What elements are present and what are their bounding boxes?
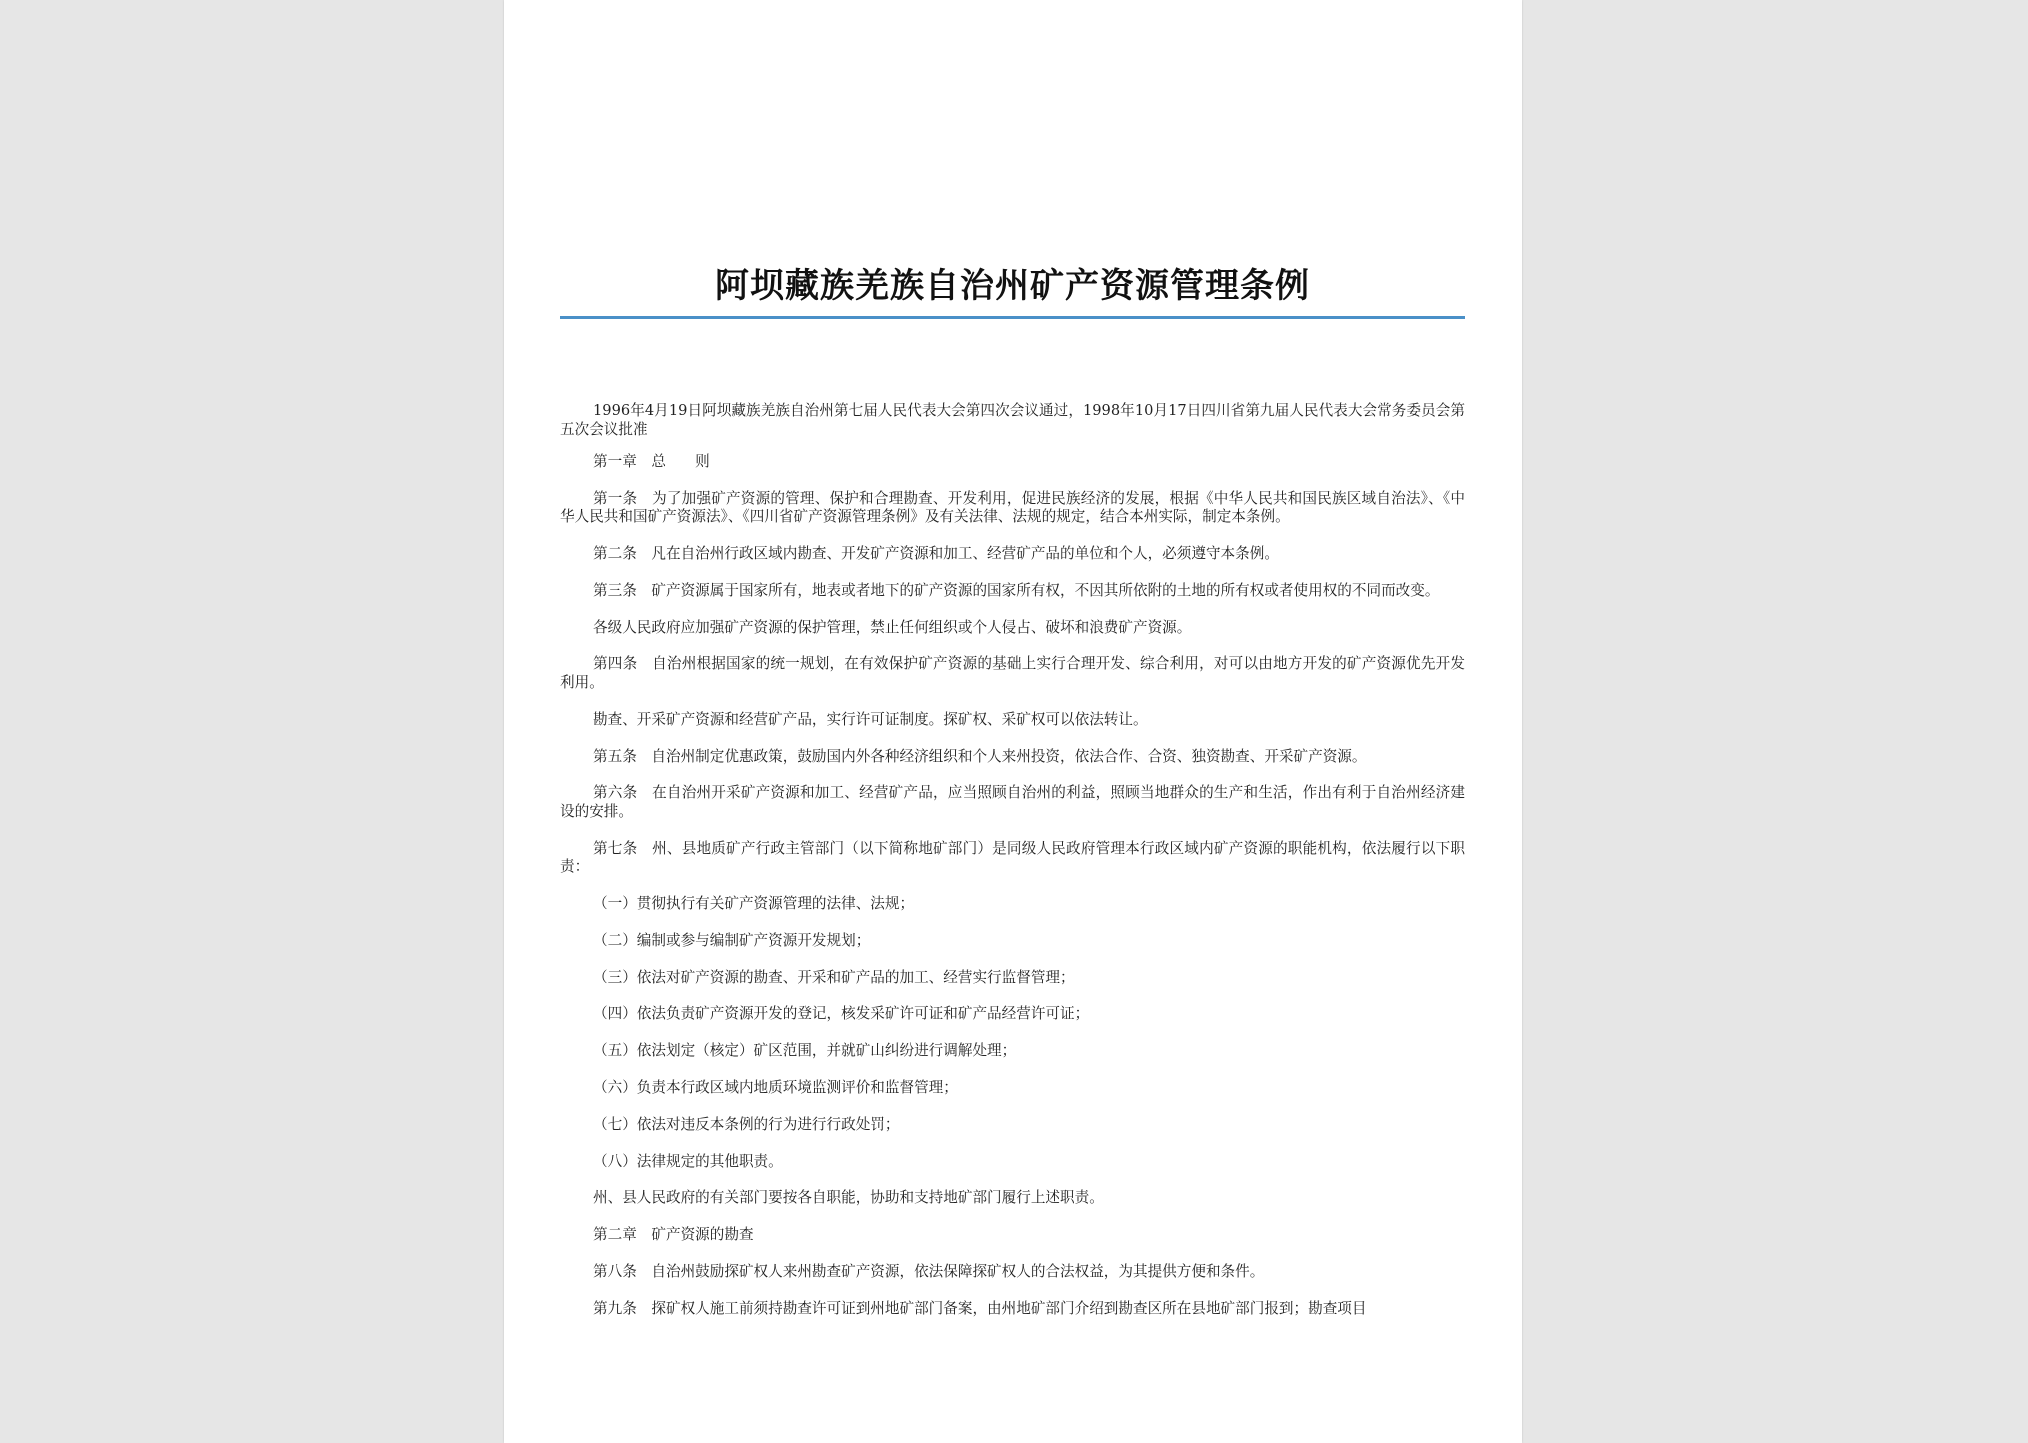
article-paragraph: 第三条 矿产资源属于国家所有，地表或者地下的矿产资源的国家所有权，不因其所依附的土地的所有权或者使用权的不同而改变。 <box>593 581 1440 599</box>
list-item: （四）依法负责矿产资源开发的登记，核发采矿许可证和矿产品经营许可证； <box>593 1005 1090 1023</box>
article-paragraph: 第八条 自治州鼓励探矿权人来州勘查矿产资源，依法保障探矿权人的合法权益，为其提供方便和条件。 <box>593 1262 1265 1280</box>
chapter-heading: 第一章 总 则 <box>593 453 710 470</box>
list-item: （二）编制或参与编制矿产资源开发规划； <box>593 931 871 949</box>
list-item: （七）依法对违反本条例的行为进行行政处罚； <box>593 1115 900 1133</box>
list-item: （三）依法对矿产资源的勘查、开采和矿产品的加工、经营实行监督管理； <box>593 968 1075 986</box>
list-item: （八）法律规定的其他职责。 <box>593 1152 783 1170</box>
article-paragraph: 第五条 自治州制定优惠政策，鼓励国内外各种经济组织和个人来州投资，依法合作、合资、独资勘查、开采矿产资源。 <box>593 747 1367 765</box>
article-paragraph: 第七条 州、县地质矿产行政主管部门（以下简称地矿部门）是同级人民政府管理本行政区域内矿产资源的职能机构，依法履行以下职责： <box>560 839 1465 876</box>
list-item: （一）贯彻执行有关矿产资源管理的法律、法规； <box>593 894 915 912</box>
preamble: 1996年4月19日阿坝藏族羌族自治州第七届人民代表大会第四次会议通过，1998年10月17日四川省第九届人民代表大会常务委员会第五次会议批准 <box>560 402 1465 438</box>
list-item: （五）依法划定（核定）矿区范围，并就矿山纠纷进行调解处理； <box>593 1042 1017 1060</box>
document-body <box>560 402 1465 1337</box>
document-page <box>504 0 1522 1443</box>
article-paragraph: 第一条 为了加强矿产资源的管理、保护和合理勘查、开发利用，促进民族经济的发展，根据《中华人民共和国民族区域自治法》、《中华人民共和国矿产资源法》、《四川省矿产资源管理条例》及有关法律、法规的规定，结合本州实际，制定本条例。 <box>560 489 1465 526</box>
article-paragraph: 各级人民政府应加强矿产资源的保护管理，禁止任何组织或个人侵占、破坏和浪费矿产资源。 <box>593 618 1192 636</box>
title-underline <box>560 316 1465 319</box>
chapter-heading: 第二章 矿产资源的勘查 <box>593 1226 754 1244</box>
article-paragraph: 第二条 凡在自治州行政区域内勘查、开发矿产资源和加工、经营矿产品的单位和个人，必须遵守本条例。 <box>593 545 1279 563</box>
article-paragraph: 第四条 自治州根据国家的统一规划，在有效保护矿产资源的基础上实行合理开发、综合利用，对可以由地方开发的矿产资源优先开发利用。 <box>560 655 1465 691</box>
article-paragraph: 州、县人民政府的有关部门要按各自职能，协助和支持地矿部门履行上述职责。 <box>593 1189 1104 1207</box>
article-paragraph: 第九条 探矿权人施工前须持勘查许可证到州地矿部门备案，由州地矿部门介绍到勘查区所在县地矿部门报到；勘查项目 <box>593 1299 1367 1317</box>
article-paragraph: 勘查、开采矿产资源和经营矿产品，实行许可证制度。探矿权、采矿权可以依法转让。 <box>593 710 1148 728</box>
document-title: 阿坝藏族羌族自治州矿产资源管理条例 <box>715 266 1310 306</box>
list-item: （六）负责本行政区域内地质环境监测评价和监督管理； <box>593 1078 958 1096</box>
article-paragraph: 第六条 在自治州开采矿产资源和加工、经营矿产品，应当照顾自治州的利益，照顾当地群众的生产和生活，作出有利于自治州经济建设的安排。 <box>560 784 1465 820</box>
